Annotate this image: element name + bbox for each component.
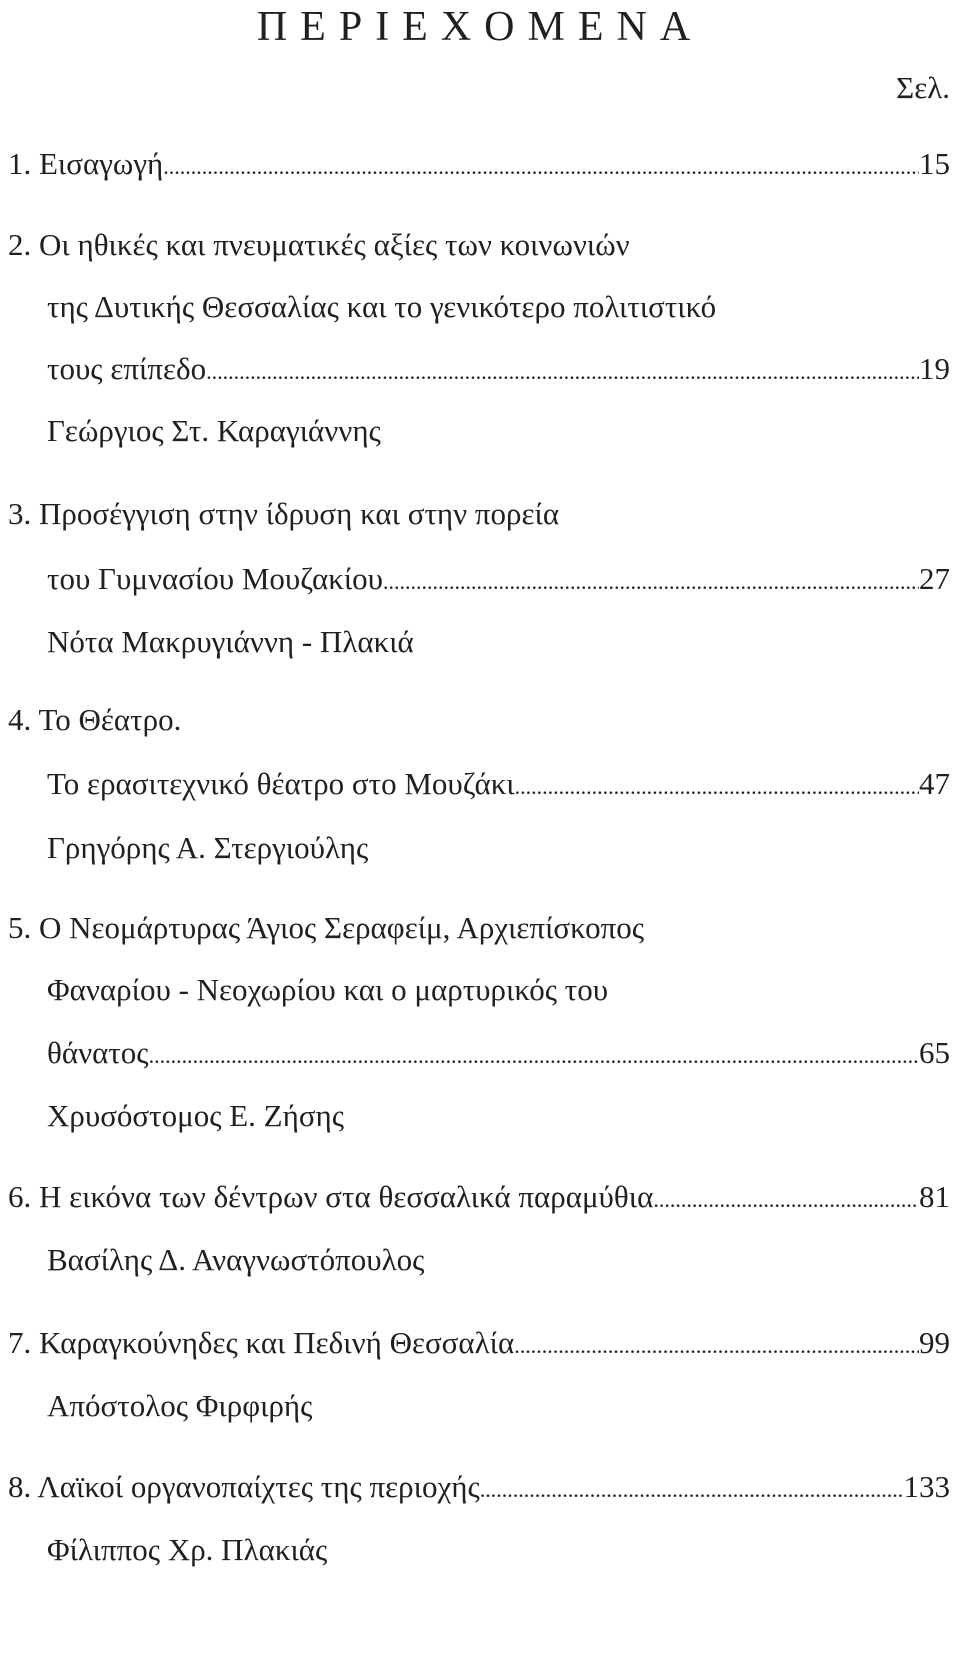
toc-entry-title: 1. Εισαγωγή [8, 146, 164, 181]
page-column-label: Σελ. [896, 70, 950, 105]
toc-entry-5-author: Χρυσόστομος Ε. Ζήσης [47, 1098, 345, 1133]
toc-entry-4 [47, 764, 950, 804]
toc-entry-5 [47, 1033, 950, 1073]
toc-entry-8 [8, 1467, 950, 1507]
toc-entry-title: τους επίπεδο [47, 351, 207, 386]
toc-entry-title: του Γυμνασίου Μουζακίου [47, 561, 384, 596]
toc-page-number: 27 [919, 561, 950, 596]
toc-entry-2-title-line-2: της Δυτικής Θεσσαλίας και το γενικότερο πολιτιστικό [47, 289, 717, 324]
page-title: ΠΕΡΙΕΧΟΜΕΝΑ [256, 4, 704, 50]
toc-entry-7-author: Απόστολος Φιρφιρής [47, 1388, 313, 1423]
toc-page-number: 19 [919, 351, 950, 386]
toc-entry-2-author: Γεώργιος Στ. Καραγιάννης [47, 413, 381, 448]
toc-page-number: 15 [919, 146, 950, 181]
dot-leader [383, 562, 919, 602]
dot-leader [206, 352, 919, 392]
dot-leader [653, 1180, 919, 1220]
toc-entry-2 [47, 349, 950, 389]
toc-entry-6 [8, 1177, 950, 1217]
toc-entry-7 [8, 1323, 950, 1363]
toc-page-number: 47 [919, 766, 950, 801]
toc-entry-title: Το ερασιτεχνικό θέατρο στο Μουζάκι [47, 766, 515, 801]
toc-page-number: 81 [919, 1179, 950, 1214]
toc-entry-6-author: Βασίλης Δ. Αναγνωστόπουλος [47, 1242, 425, 1277]
dot-leader [163, 147, 919, 187]
toc-entry-8-author: Φίλιππος Χρ. Πλακιάς [47, 1532, 328, 1567]
toc-entry-title: 7. Καραγκούνηδες και Πεδινή Θεσσαλία [8, 1325, 515, 1360]
toc-entry-5-title-line-2: Φαναρίου - Νεοχωρίου και ο μαρτυρικός του [47, 972, 609, 1007]
toc-entry-title: 8. Λαϊκοί οργανοπαίχτες της περιοχής [8, 1469, 480, 1504]
dot-leader [149, 1036, 919, 1076]
toc-entry-title: 6. Η εικόνα των δέντρων στα θεσσαλικά παραμύθια [8, 1179, 654, 1214]
toc-entry-3-author: Νότα Μακρυγιάννη - Πλακιά [47, 624, 414, 659]
toc-entry-1 [8, 144, 950, 184]
dot-leader [515, 767, 919, 807]
toc-entry-3-title-line-1: 3. Προσέγγιση στην ίδρυση και στην πορεία [8, 496, 560, 531]
toc-page-number: 133 [903, 1469, 950, 1504]
toc-entry-title: θάνατος [47, 1035, 149, 1070]
dot-leader [514, 1326, 919, 1366]
dot-leader [480, 1470, 904, 1510]
toc-entry-4-title-line-1: 4. Το Θέατρο. [8, 702, 182, 737]
toc-entry-2-title-line-1: 2. Οι ηθικές και πνευματικές αξίες των κοινωνιών [8, 227, 630, 262]
toc-page-number: 99 [919, 1325, 950, 1360]
toc-entry-4-author: Γρηγόρης Α. Στεργιούλης [47, 830, 369, 865]
toc-entry-5-title-line-1: 5. Ο Νεομάρτυρας Άγιος Σεραφείμ, Αρχιεπίσκοπος [8, 910, 644, 945]
toc-page-number: 65 [919, 1035, 950, 1070]
toc-entry-3 [47, 559, 950, 599]
